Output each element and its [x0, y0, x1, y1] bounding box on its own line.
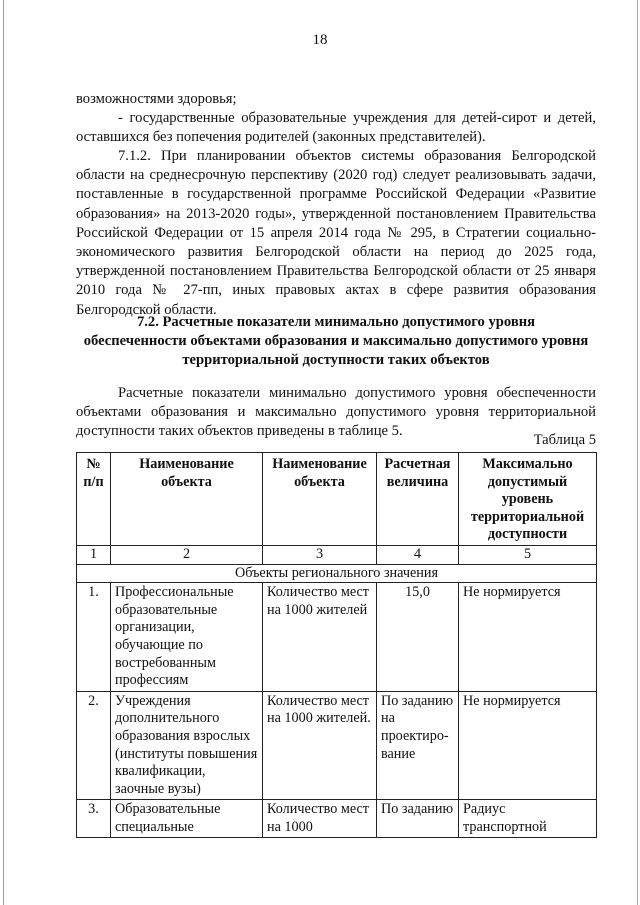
section-heading-line-1: 7.2. Расчетные показатели минимально допустимого уровня	[136, 314, 536, 330]
col-number-1: 1	[77, 545, 111, 564]
col-number-5: 5	[459, 545, 597, 564]
row-num: 2.	[77, 691, 111, 800]
header-value: Расчетная величина	[377, 453, 459, 546]
section-heading-line-3: территориальной доступности таких объектов	[182, 352, 490, 369]
row-object-name: Профессиональные образовательные организации, обучающие по востребованным профессиям	[111, 583, 263, 692]
table-section-row	[77, 564, 597, 583]
table-row	[77, 691, 597, 800]
row-num: 3.	[77, 800, 111, 838]
header-accessibility: Максимально допустимый уровень территориальной доступности	[459, 453, 597, 546]
header-object-name: Наименование объекта	[111, 453, 263, 546]
table-column-numbers-row	[77, 545, 597, 564]
row-indicator: Количество мест на 1000 жителей.	[263, 691, 377, 800]
section-heading-line-2: обеспеченности объектами образования и максимально допустимого уровня	[83, 333, 589, 350]
paragraph-7-1-2: 7.1.2. При планировании объектов системы образования Белгородской области на среднесрочную перспективу (2020 год) следует реализовывать задачи, поставленные в государственной программе Российской Федерации «Развитие образования» на 2013-2020 годы», утвержденной постановлением Правительства Российской Федерации от 15 апреля 2014 года № 295, в Стратегии социально-экономического развития Белгородской области на период до 2025 года, утвержденной постановлением Правительства Белгородской области от 25 января 2010 года № 27-пп, иных правовых актах в сфере развития образования Белгородской области.	[76, 148, 596, 318]
scan-edge-left	[3, 0, 4, 905]
scan-edge-right	[637, 0, 638, 905]
row-indicator: Количество мест на 1000 жителей	[263, 583, 377, 692]
table-caption: Таблица 5	[533, 432, 596, 448]
section-paragraph: Расчетные показатели минимально допустимого уровня обеспеченности объектами образования и максимально допустимого уровня территориальной доступности таких объектов приведены в таблице 5.	[76, 385, 596, 440]
intro-line: возможностями здоровья;	[76, 91, 237, 107]
table-header-row	[77, 453, 597, 546]
table-row	[77, 583, 597, 692]
col-number-3: 3	[263, 545, 377, 564]
header-num: № п/п	[77, 453, 111, 546]
row-accessibility: Радиус транспортной	[459, 800, 597, 838]
row-num: 1.	[77, 583, 111, 692]
section-heading	[76, 313, 596, 371]
row-indicator: Количество мест на 1000	[263, 800, 377, 838]
header-indicator-name: Наименование объекта	[263, 453, 377, 546]
row-object-name: Образовательные специальные	[111, 800, 263, 838]
row-value: 15,0	[377, 583, 459, 692]
intro-bullet: - государственные образовательные учреждения для детей-сирот и детей, оставшихся без попечения родителей (законных представителей).	[76, 110, 596, 146]
col-number-2: 2	[111, 545, 263, 564]
row-accessibility: Не нормируется	[459, 583, 597, 692]
table-row	[77, 800, 597, 838]
row-accessibility: Не нормируется	[459, 691, 597, 800]
row-value: По заданию	[377, 800, 459, 838]
indicators-table	[76, 452, 597, 838]
col-number-4: 4	[377, 545, 459, 564]
table-section-label: Объекты регионального значения	[77, 564, 597, 583]
row-object-name: Учреждения дополнительного образования взрослых (институты повышения квалификации, заочные вузы)	[111, 691, 263, 800]
row-value: По заданию на проектиро-вание	[377, 691, 459, 800]
page-number: 18	[312, 32, 328, 48]
